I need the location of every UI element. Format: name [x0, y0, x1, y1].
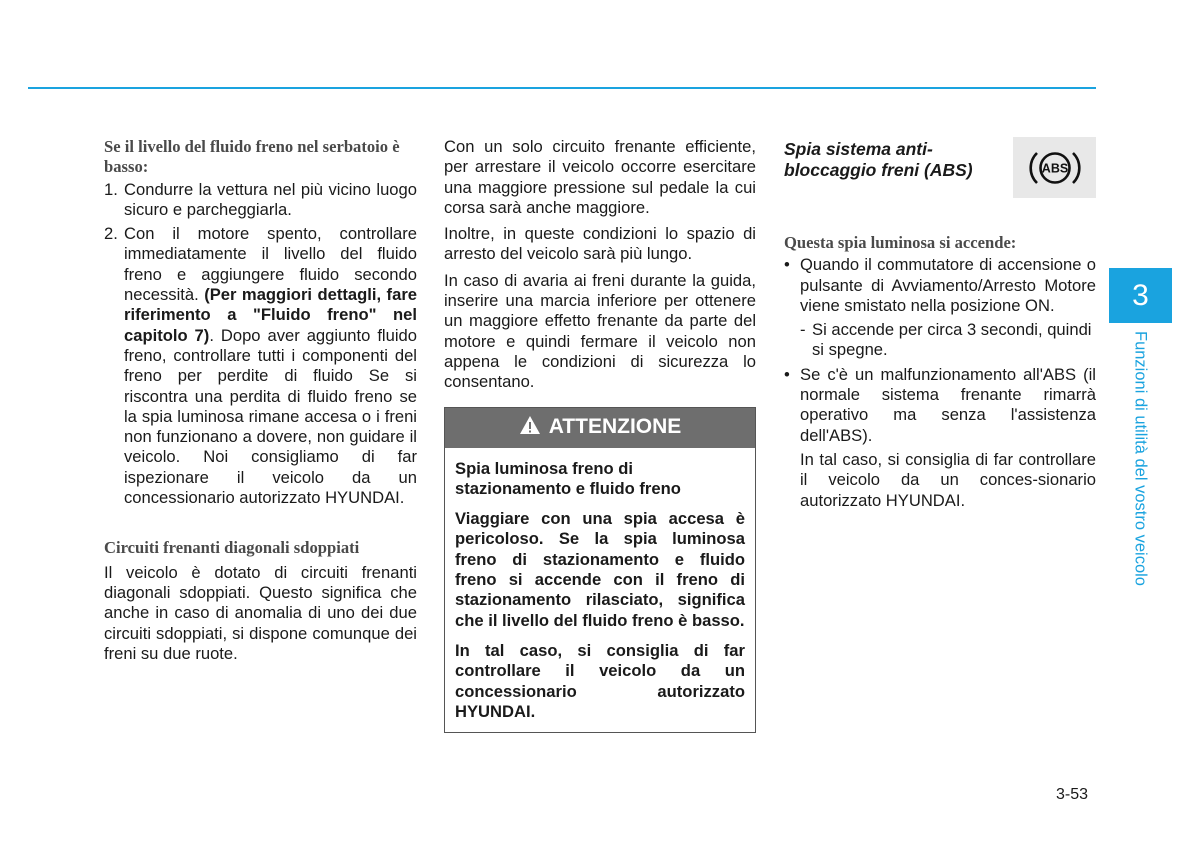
chapter-title-vertical: [1128, 331, 1152, 611]
abs-title: Spia sistema anti-bloccaggio freni (ABS): [784, 139, 973, 180]
warning-title: ATTENZIONE: [548, 415, 682, 439]
step-text-continued: . Dopo aver aggiunto fluido freno, controllare tutti i componenti del freno per perdite di fluido Se si riscontra una perdita di fluido freno se la spia luminosa rimane accesa o i freni non funzionano a dovere, non guidare il veicolo. Noi consigliamo di far ispezionare il veicolo da un concessionario autorizzato HYUNDAI.: [124, 325, 417, 508]
bullet-text: Quando il commutatore di accensione o pulsante di Avviamento/Arresto Motore viene smistato nella posizione ON.: [800, 255, 1096, 315]
abs-warning-light-icon: [1013, 137, 1096, 198]
warning-subtitle: Spia luminosa freno di stazionamento e fluido freno: [455, 458, 681, 498]
list-item: [104, 180, 417, 221]
sub-item: [800, 320, 1096, 361]
header-rule: [28, 87, 1096, 89]
bullet-dot: •: [784, 364, 790, 384]
chapter-tab: 3: [1109, 268, 1172, 323]
warning-triangle-icon: [519, 415, 541, 439]
step-text: Condurre la vettura nel più vicino luogo sicuro e parcheggiarla.: [124, 179, 417, 219]
column-right: [784, 137, 1096, 511]
paragraph: In caso di avaria ai freni durante la guida, inserire una marcia inferiore per ottenere un maggiore effetto frenante da parte del motore e quindi fermare il veicolo non appena le condizioni di sicurezza lo consentano.: [444, 270, 756, 392]
bullet-text: Se c'è un malfunzionamento all'ABS (il normale sistema frenante rimarrà operativo ma senza l'assistenza dell'ABS).: [800, 364, 1096, 445]
page-number: 3-53: [1056, 786, 1089, 803]
warning-header: [445, 408, 755, 448]
list-item: [784, 255, 1096, 360]
bullet-list: [784, 255, 1096, 511]
paragraph: Il veicolo è dotato di circuiti frenanti diagonali sdoppiati. Questo significa che anche in caso di anomalia di uno dei due circuiti sdoppiati, si dispone comunque dei freni su due ruote.: [104, 562, 417, 663]
warning-box: [444, 407, 756, 734]
section-heading-light-on: Questa spia luminosa si accende:: [784, 233, 1017, 252]
column-left: [104, 137, 417, 664]
sub-dash: -: [800, 320, 806, 340]
warning-body: [445, 448, 755, 733]
abs-icon-label: ABS: [1041, 161, 1068, 175]
step-number: 1.: [104, 179, 118, 199]
warning-paragraph: Viaggiare con una spia accesa è pericoloso. Se la spia luminosa freno di stazionamento e fluido freno si accende con il freno di stazionamento rilasciato, significa che il livello del fluido freno è basso.: [455, 509, 745, 630]
section-heading-diagonal-circuits: Circuiti frenanti diagonali sdoppiati: [104, 538, 360, 558]
list-item: [784, 365, 1096, 511]
paragraph: Con un solo circuito frenante efficiente, per arrestare il veicolo occorre esercitare una maggiore pressione sul pedale la cui corsa sarà anche maggiore.: [444, 137, 756, 217]
chapter-title: Funzioni di utilità del vostro veicolo: [1131, 331, 1150, 586]
list-item: [104, 224, 417, 508]
bullet-followup: In tal caso, si consiglia di far controllare il veicolo da un conces-sionario autorizzato HYUNDAI.: [800, 449, 1096, 510]
step-number: 2.: [104, 224, 118, 244]
section-heading-low-fluid: Se il livello del fluido freno nel serbatoio è basso:: [104, 137, 400, 177]
bullet-dot: •: [784, 255, 790, 275]
paragraph: Inoltre, in queste condizioni lo spazio di arresto del veicolo sarà più lungo.: [444, 224, 756, 264]
sub-text: Si accende per circa 3 secondi, quindi si spegne.: [812, 320, 1092, 360]
column-middle: [444, 137, 756, 733]
abs-section-header: [784, 137, 1096, 201]
warning-paragraph: In tal caso, si consiglia di far controllare il veicolo da un concessionario autorizzato HYUNDAI.: [455, 640, 745, 721]
step-text: Con il motore spento, controllare immediatamente il livello del fluido freno e aggiungere fluido secondo necessità.: [124, 224, 417, 305]
step-text-bold-reference: (Per maggiori dettagli, fare riferimento a "Fluido freno" nel capitolo 7): [124, 285, 417, 345]
steps-list: [104, 180, 417, 509]
